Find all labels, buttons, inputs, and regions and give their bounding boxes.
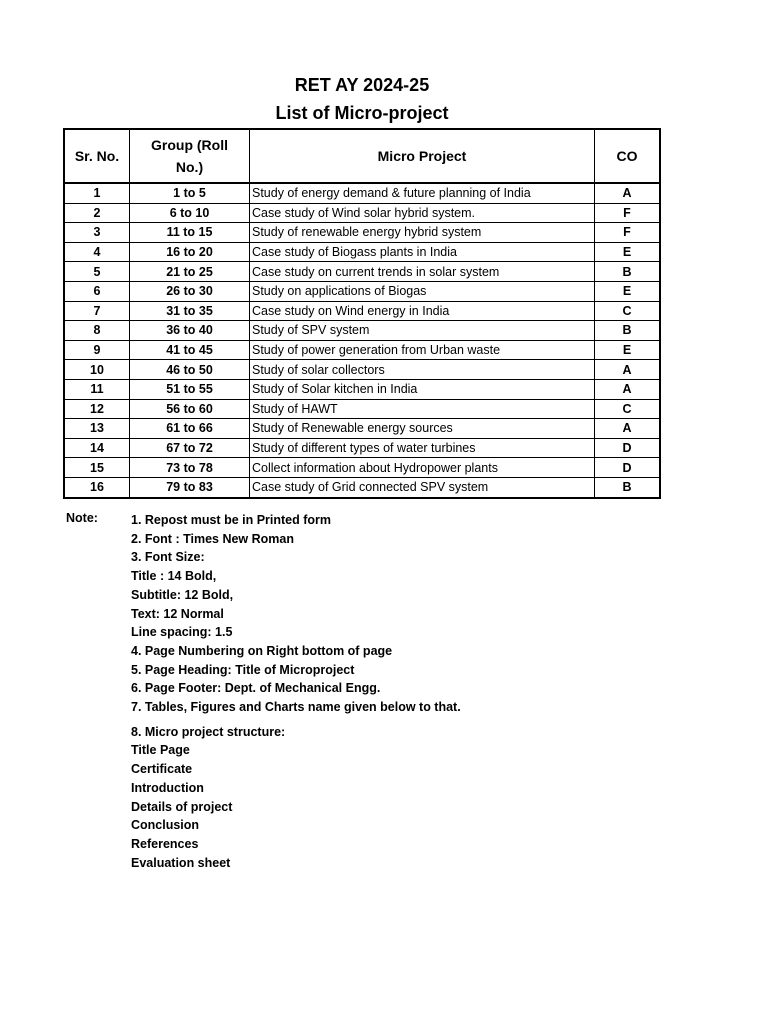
cell-sr: 3: [64, 223, 130, 243]
table-row: [64, 360, 660, 380]
table-body: [64, 183, 660, 498]
cell-sr: 9: [64, 340, 130, 360]
cell-project: Study of Renewable energy sources: [250, 419, 595, 439]
cell-project: Study of different types of water turbines: [250, 438, 595, 458]
table-header-row: [64, 129, 660, 183]
table-row: [64, 183, 660, 203]
cell-project: Study of HAWT: [250, 399, 595, 419]
cell-co: A: [595, 183, 661, 203]
cell-group: 1 to 5: [130, 183, 250, 203]
cell-sr: 8: [64, 321, 130, 341]
structure-heading: 8. Micro project structure:: [131, 724, 286, 739]
cell-group: 16 to 20: [130, 242, 250, 262]
cell-group: 46 to 50: [130, 360, 250, 380]
cell-sr: 12: [64, 399, 130, 419]
note-item: 1. Repost must be in Printed form: [131, 513, 332, 527]
cell-sr: 10: [64, 360, 130, 380]
cell-group: 51 to 55: [130, 379, 250, 399]
cell-sr: 11: [64, 379, 130, 399]
cell-project: Study of Solar kitchen in India: [250, 379, 595, 399]
cell-sr: 4: [64, 242, 130, 262]
cell-project: Collect information about Hydropower plants: [250, 458, 595, 478]
cell-group: 41 to 45: [130, 340, 250, 360]
cell-project: Case study on current trends in solar system: [250, 262, 595, 282]
cell-project: Study of SPV system: [250, 321, 595, 341]
cell-project: Case study on Wind energy in India: [250, 301, 595, 321]
cell-group: 31 to 35: [130, 301, 250, 321]
cell-project: Case study of Wind solar hybrid system.: [250, 203, 595, 223]
cell-project: Study of energy demand & future planning of India: [250, 183, 595, 203]
table-row: [64, 458, 660, 478]
cell-project: Study on applications of Biogas: [250, 281, 595, 301]
note-item: Line spacing: 1.5: [131, 625, 233, 640]
cell-sr: 2: [64, 203, 130, 223]
header-co: CO: [595, 129, 661, 183]
cell-project: Study of solar collectors: [250, 360, 595, 380]
cell-co: E: [595, 281, 661, 301]
note-item: 3. Font Size:: [131, 550, 205, 565]
cell-group: 26 to 30: [130, 281, 250, 301]
cell-co: E: [595, 340, 661, 360]
cell-co: F: [595, 223, 661, 243]
cell-sr: 6: [64, 281, 130, 301]
cell-sr: 13: [64, 419, 130, 439]
cell-sr: 7: [64, 301, 130, 321]
cell-co: F: [595, 203, 661, 223]
note-item: Title : 14 Bold,: [131, 569, 217, 584]
cell-group: 79 to 83: [130, 477, 250, 497]
note-item: 5. Page Heading: Title of Microproject: [131, 662, 355, 677]
structure-item: Introduction: [131, 780, 204, 795]
notes-block: [131, 511, 461, 872]
table-row: [64, 477, 660, 497]
table-row: [64, 242, 660, 262]
note-item: 7. Tables, Figures and Charts name given below to that.: [131, 700, 461, 715]
table-row: [64, 379, 660, 399]
cell-co: B: [595, 321, 661, 341]
cell-project: Study of renewable energy hybrid system: [250, 223, 595, 243]
cell-project: Study of power generation from Urban waste: [250, 340, 595, 360]
cell-sr: 15: [64, 458, 130, 478]
note-label: Note:: [66, 511, 98, 525]
document-subtitle: List of Micro-project: [275, 103, 449, 123]
cell-sr: 1: [64, 183, 130, 203]
cell-sr: 16: [64, 477, 130, 497]
table-row: [64, 399, 660, 419]
table-row: [64, 419, 660, 439]
cell-project: Case study of Biogass plants in India: [250, 242, 595, 262]
header-group: [130, 129, 250, 183]
cell-group: 11 to 15: [130, 223, 250, 243]
cell-group: 6 to 10: [130, 203, 250, 223]
table-row: [64, 301, 660, 321]
note-item: 4. Page Numbering on Right bottom of page: [131, 643, 393, 658]
structure-item: Details of project: [131, 799, 233, 814]
table-row: [64, 262, 660, 282]
table-row: [64, 281, 660, 301]
cell-project: Case study of Grid connected SPV system: [250, 477, 595, 497]
table-row: [64, 321, 660, 341]
header-group-line2: No.): [175, 159, 204, 175]
cell-co: B: [595, 262, 661, 282]
table-row: [64, 203, 660, 223]
structure-item: Title Page: [131, 743, 190, 758]
cell-sr: 14: [64, 438, 130, 458]
cell-co: B: [595, 477, 661, 497]
structure-item: Certificate: [131, 762, 193, 777]
cell-co: A: [595, 379, 661, 399]
cell-co: D: [595, 438, 661, 458]
header-micro-project: Micro Project: [250, 129, 595, 183]
cell-group: 61 to 66: [130, 419, 250, 439]
note-item: Text: 12 Normal: [131, 606, 224, 621]
cell-co: C: [595, 301, 661, 321]
cell-sr: 5: [64, 262, 130, 282]
cell-co: A: [595, 419, 661, 439]
cell-group: 56 to 60: [130, 399, 250, 419]
document-title: RET AY 2024-25: [294, 75, 430, 95]
note-item: 2. Font : Times New Roman: [131, 531, 294, 546]
micro-project-table: [63, 128, 661, 499]
cell-group: 67 to 72: [130, 438, 250, 458]
cell-group: 73 to 78: [130, 458, 250, 478]
structure-item: Evaluation sheet: [131, 855, 231, 870]
cell-group: 36 to 40: [130, 321, 250, 341]
structure-item: References: [131, 836, 199, 851]
structure-item: Conclusion: [131, 818, 200, 833]
note-item: 6. Page Footer: Dept. of Mechanical Engg.: [131, 681, 381, 696]
table-row: [64, 223, 660, 243]
table-row: [64, 438, 660, 458]
header-sr-no: Sr. No.: [64, 129, 130, 183]
cell-group: 21 to 25: [130, 262, 250, 282]
table-row: [64, 340, 660, 360]
note-item: Subtitle: 12 Bold,: [131, 587, 234, 602]
cell-co: E: [595, 242, 661, 262]
cell-co: C: [595, 399, 661, 419]
header-group-line1: Group (Roll: [151, 137, 228, 153]
cell-co: D: [595, 458, 661, 478]
cell-co: A: [595, 360, 661, 380]
